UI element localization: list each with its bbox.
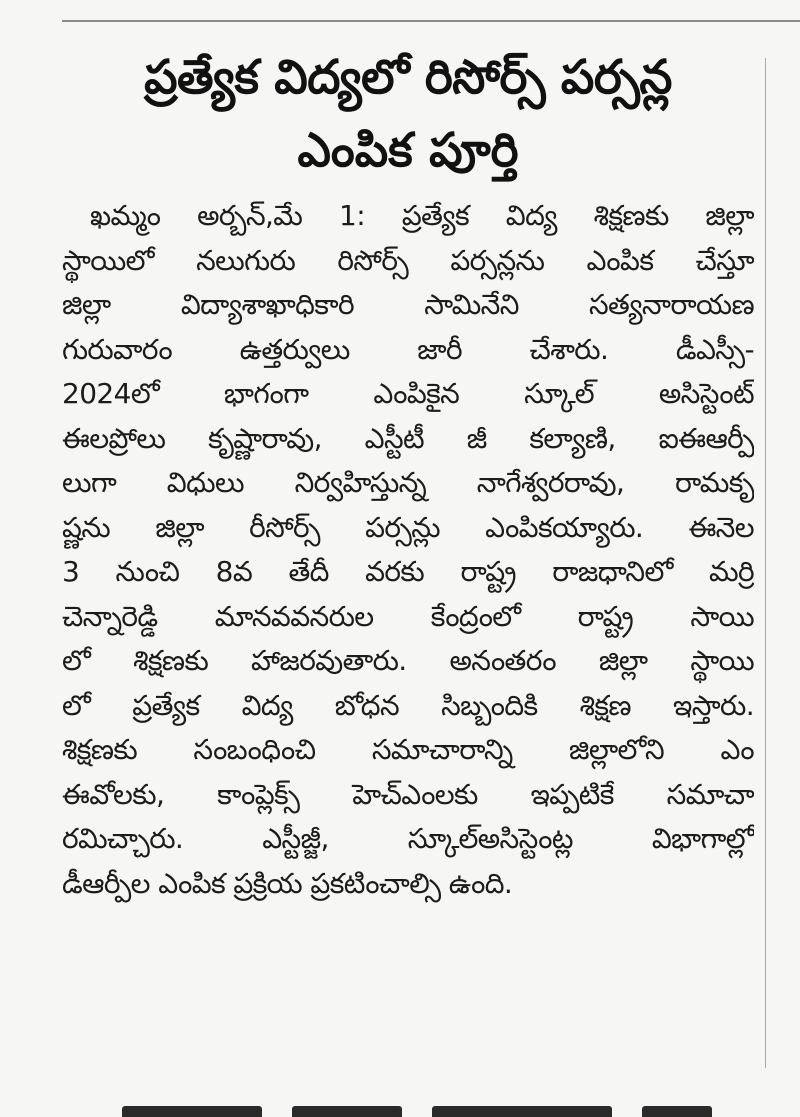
cut-off-glyphs	[292, 1106, 402, 1117]
body-line-2: స్థాయిలో నలుగురు రిసోర్స్ పర్సన్లను ఎంపిక చేస్తూ	[62, 243, 754, 277]
article-body	[62, 194, 754, 906]
body-line-7: లుగా విధులు నిర్వహిస్తున్న నాగేశ్వరరావు, రామకృ	[62, 466, 754, 499]
body-line-9: 3 నుంచి 8వ తేదీ వరకు రాష్ట్ర రాజధానిలో మర్రి	[62, 555, 754, 588]
cut-off-glyphs	[122, 1106, 262, 1117]
top-divider	[62, 20, 800, 22]
body-line-14: ఈవోలకు, కాంప్లెక్స్ హెచ్ఎంలకు ఇప్పటికే సమాచా	[62, 777, 754, 811]
body-line-1: ఖమ్మం అర్బన్,మే 1: ప్రత్యేక విద్య శిక్షణకు జిల్లా	[90, 199, 754, 232]
body-line-10: చెన్నారెడ్డి మానవవనరుల కేంద్రంలో రాష్ట్ర సాయి	[62, 599, 754, 633]
body-line-4: గురువారం ఉత్తర్వులు జారీ చేశారు. డీఎస్సీ-	[62, 332, 754, 366]
body-line-6: ఈలప్రోలు కృష్ణారావు, ఎస్టీటీ జీ కల్యాణి, ఐఈఆర్పీ	[62, 421, 754, 455]
cut-off-next-headline	[62, 1100, 754, 1117]
cut-off-glyphs	[432, 1106, 612, 1117]
body-line-15: రమిచ్చారు. ఎస్టీజ్జీ, స్కూల్అసిస్టెంట్ల విభాగాల్లో	[62, 822, 754, 855]
article-headline	[62, 40, 754, 186]
cut-off-glyphs	[642, 1106, 712, 1117]
body-line-13: శిక్షణకు సంబంధించి సమాచారాన్ని జిల్లాలోని ఎం	[62, 733, 754, 766]
body-line-12: లో ప్రత్యేక విద్య బోధన సిబ్బందికి శిక్షణ ఇస్తారు.	[62, 688, 754, 722]
news-article	[62, 40, 754, 906]
column-divider	[765, 58, 766, 1068]
headline-line-2: ఎంపిక పూర్తి	[297, 123, 519, 178]
headline-line-1: ప్రత్యేక విద్యలో రిసోర్స్ పర్సన్ల	[144, 50, 672, 105]
body-line-8: ష్ణను జిల్లా రీసోర్స్ పర్సన్లు ఎంపికయ్యారు. ఈనెల	[62, 510, 754, 544]
body-line-3: జిల్లా విద్యాశాఖాధికారి సామినేని సత్యనారాయణ	[62, 288, 754, 321]
body-line-16: డీఆర్పీల ఎంపిక ప్రక్రియ ప్రకటించాల్సి ఉంది.	[62, 866, 513, 900]
body-line-5: 2024లో భాగంగా ఎంపికైన స్కూల్ అసిస్టెంట్	[62, 377, 754, 410]
body-line-11: లో శిక్షణకు హాజరవుతారు. అనంతరం జిల్లా స్థాయి	[62, 644, 754, 677]
